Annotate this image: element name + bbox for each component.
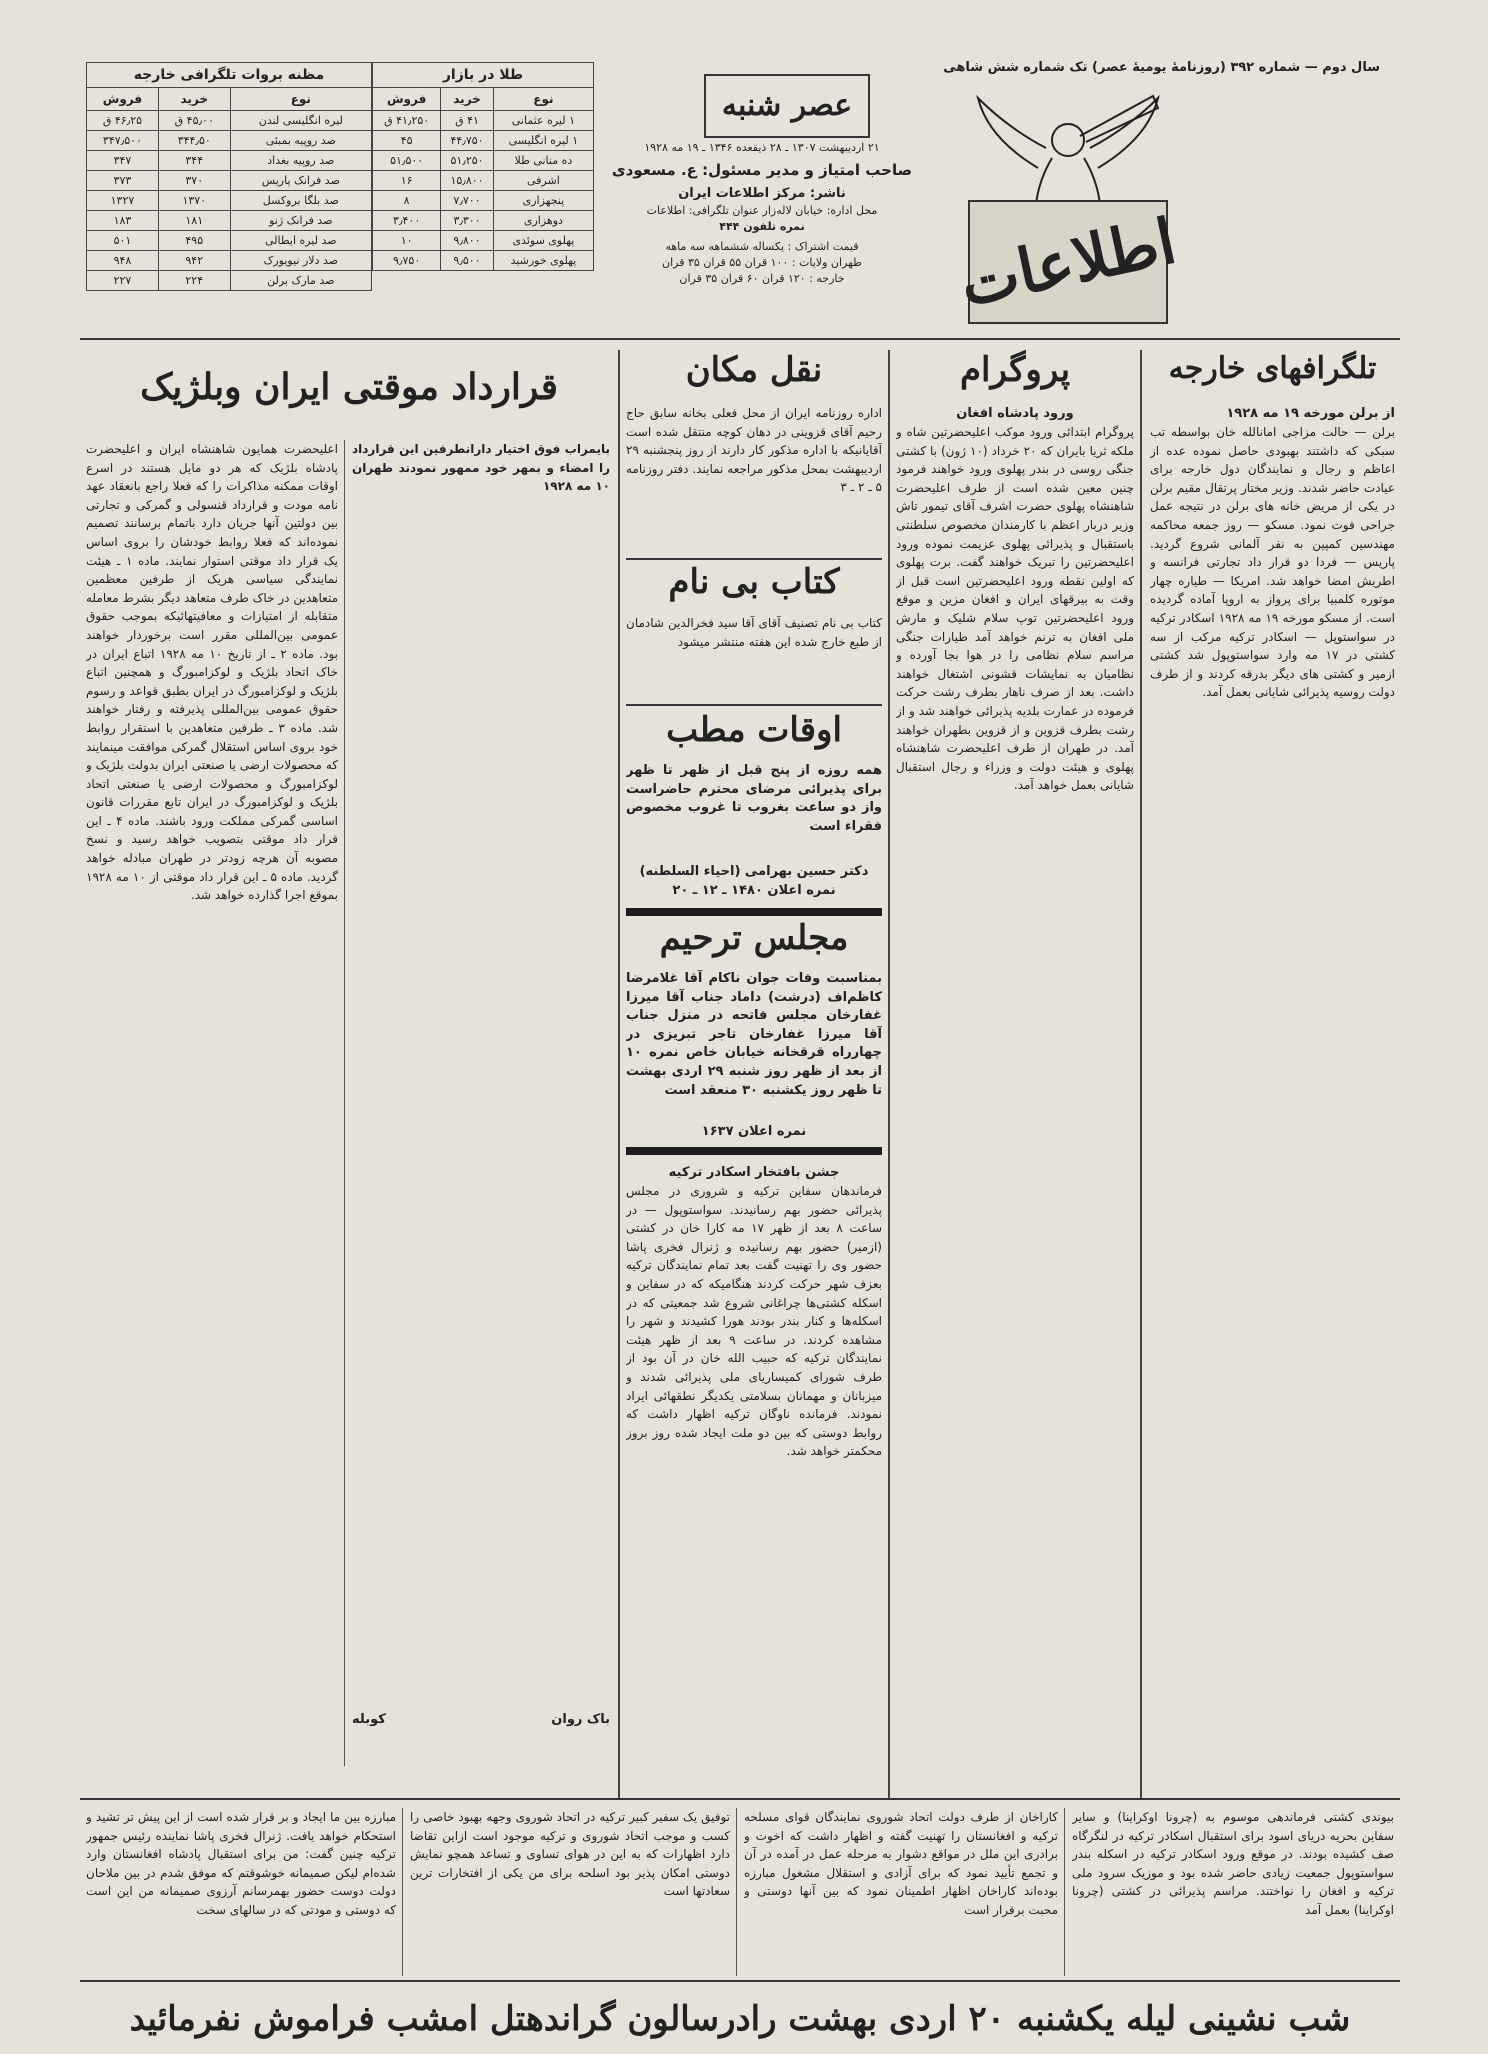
fx-row [87, 191, 372, 211]
gold-cell: ۹٫۸۰۰ [441, 231, 494, 251]
gold-cell: ۵۱٫۲۵۰ [441, 151, 494, 171]
book-body: کتاب بی نام تصنیف آقای آقا سید فخرالدین شادمان از طبع خارج شده این هفته منتشر میشود [626, 616, 882, 649]
fx-cell: ۳۴۴٫۵۰ [158, 131, 230, 151]
gold-cell: ۴۱ ق [441, 111, 494, 131]
divider [626, 704, 882, 706]
lower-divider [80, 1798, 1400, 1800]
gold-header-type: نوع [493, 88, 593, 111]
fx-cell: ۹۴۲ [158, 251, 230, 271]
fx-cell: صد بلگا بروکسل [230, 191, 371, 211]
col-divider-2 [888, 350, 890, 1798]
fx-cell: ۹۴۸ [87, 251, 159, 271]
gold-cell: ۷٫۷۰۰ [441, 191, 494, 211]
fx-cell: صد فرانک ژنو [230, 211, 371, 231]
middle-column [626, 352, 882, 1762]
col-divider-1 [1140, 350, 1142, 1798]
gold-cell: ۹٫۵۰۰ [441, 251, 494, 271]
gold-row [373, 231, 594, 251]
gold-cell: ۴۴٫۷۵۰ [441, 131, 494, 151]
fx-cell: ۴۵٫۰۰ ق [158, 111, 230, 131]
fx-cell: صد روپیه بمبئی [230, 131, 371, 151]
lower-mid-right-text: کاراخان از طرف دولت اتحاد شوروی نمایندگان قوای مسلحه ترکیه و افغانستان را تهنیت گفته و اظهار داشت که اخوت و برادری این ملل در مواقع دشوار به مرحله عمل در آمده در آن و تجمع تأیید نمود که برای آزادی و استقلال مشغول مبارزه بوده‌اند کاراخان اظهار اطمینان نمود که بین آنها دوستی و محبت برقرار است [744, 1810, 1058, 1917]
gold-header-buy: خرید [441, 88, 494, 111]
lower-right-text: بیوندی کشتی فرماندهی موسوم به (چرونا اوکراینا) و سایر سفاین بحریه دریای اسود برای استقبال اسکادر ترکیه در لنگرگاه صف کشیده بودند. در موقع ورود اسکادر ترکیه در اسکله بندر سواستوپول جمعیت زیادی حاضر شده بود و موزیک سرود ملی ترکیه و افغان را نواختند. مراسم پذیرائی در کشتی (چرونا اوکراینا) بعمل آمد [1072, 1810, 1394, 1917]
gold-market-title: طلا در بازار [372, 62, 594, 87]
foreign-rates [86, 87, 372, 291]
subscription-tehran: طهران ولایات : ۱۰۰ قران ۵۵ قران ۳۵ قران [662, 256, 862, 269]
foreign-rates-title: مظنه بروات تلگرافی خارجه [86, 62, 372, 87]
program-column [896, 352, 1134, 1813]
gold-cell: دوهزاری [493, 211, 593, 231]
gold-cell: ۱ لیره عثمانی [493, 111, 593, 131]
telegrams-dateline: از برلن مورخه ۱۹ مه ۱۹۲۸ [1226, 406, 1395, 421]
fx-header-sell: فروش [87, 88, 159, 111]
black-rule [626, 1147, 882, 1155]
divider [626, 558, 882, 560]
gold-row [373, 191, 594, 211]
gold-row [373, 171, 594, 191]
fx-cell: ۳۷۰ [158, 171, 230, 191]
fx-cell: ۱۸۱ [158, 211, 230, 231]
fx-cell: صد فرانک پاریس [230, 171, 371, 191]
gold-cell: ۹٫۷۵۰ [373, 251, 441, 271]
fx-cell: صد دلار نیویورک [230, 251, 371, 271]
fx-cell: ۳۴۷٫۵۰۰ [87, 131, 159, 151]
fx-row [87, 151, 372, 171]
fx-cell: ۳۴۷ [87, 151, 159, 171]
fx-cell: ۳۷۳ [87, 171, 159, 191]
gold-cell: ۵۱٫۵۰۰ [373, 151, 441, 171]
fx-cell: ۲۲۷ [87, 271, 159, 291]
treaty-heading: قرارداد موقتی ایران وبلژیک [140, 366, 558, 408]
gold-row [373, 211, 594, 231]
logo-text: اطلاعات [953, 203, 1183, 321]
fx-cell: ۱۸۳ [87, 211, 159, 231]
gold-row [373, 111, 594, 131]
treaty-article [86, 352, 612, 422]
publisher-line: ناشر: مرکز اطلاعات ایران [678, 186, 846, 201]
date-line: ۲۱ اردیبهشت ۱۳۰۷ ـ ۲۸ ذیقعده ۱۳۴۶ ـ ۱۹ مه ۱۹۲۸ [644, 141, 880, 154]
treaty-body: اعلیحضرت همایون شاهنشاه ایران و اعلیحضرت پادشاه بلژیک که هر دو مایل هستند در اسرع اوقات ممکنه مذاکرات را که فعلا راجع بانعقاد عهد نامه مودت و قرارداد قنسولی و گمرکی و تجارتی بین دولتین آنها جریان دارد باتمام برسانند تصمیم نموده‌اند که فعلا روابط خودشان را بروی اساس یک قرار داد موقتی استوار نمایند. ماده ۱ ـ هیئت نمایندگی سیاسی هریک از طرفین معظمین متعاهدین در خاک طرف متعاهد دیگر بشرط معامله متقابله از امتیازات و معافیتهائیکه بموجب حقوق عمومی بین‌المللی مقرر است برخوردار خواهند بود. ماده ۲ ـ از تاریخ ۱۰ مه ۱۹۲۸ اتباع ایران در خاک اتحاد بلژیک و لوکزامبورگ و همچنین اتباع بلژیک و لوکزامبورگ در ایران بطبق قواعد و رسوم حقوق عمومی بین‌المللی پذیرفته و رفتار خواهند شد. ماده ۳ ـ طرفین متعاهدین با استقرار روابط خود بروی اساس استقلال گمرکی موافقت مینمایند که محصولات ارضی یا صنعتی ایران بدولت بلژیک و لوکزامبورگ و محصولات ارضی یا صنعتی اتحاد بلژیک و لوکزامبورگ در ایران تابع مقررات قانون اساسی گمرکی مملکت ورود باشند. ماده ۴ ـ این قرار داد موقتی بتصویب خواهد رسید و نسخ مصوبه آن هرچه زودتر در طهران مبادله خواهد گردید. ماده ۵ ـ این قرار داد موقتی از ۱۰ مه ۱۹۲۸ بموقع اجرا گذارده خواهد شد. [86, 442, 338, 903]
gold-cell: ۸ [373, 191, 441, 211]
fx-cell: صد مارک برلن [230, 271, 371, 291]
gold-cell: ده منانی طلا [493, 151, 593, 171]
treaty-signatories [352, 1710, 610, 1729]
treaty-signature-text: بایمراب فوق اختیار دارانطرفین این قرارداد را امضاء و بمهر خود ممهور نمودند طهران ۱۰ مه ۱۹۲۸ [352, 442, 610, 494]
address-line: محل اداره: خیابان لاله‌زار عنوان تلگرافی: اطلاعات [646, 204, 878, 217]
gold-cell: ۴۱٫۲۵۰ ق [373, 111, 441, 131]
gold-row [373, 151, 594, 171]
gold-cell: ۱۰ [373, 231, 441, 251]
clinic-body: همه روزه از پنج قبل از ظهر تا ظهر برای پذیرائی مرضای محترم حاضراست واز دو ساعت بغروب تا غروب مخصوص فقراء است [626, 763, 882, 834]
fx-row [87, 171, 372, 191]
banner-divider [80, 1980, 1400, 1982]
book-heading: کتاب بی نام [668, 562, 840, 602]
telegrams-column [1150, 352, 1395, 1803]
gold-cell: ۳٫۴۰۰ [373, 211, 441, 231]
header-divider [80, 338, 1400, 340]
gold-cell: ۱۶ [373, 171, 441, 191]
fx-cell: ۴۶٫۲۵ ق [87, 111, 159, 131]
lower-divider-v [736, 1808, 737, 1976]
gold-row [373, 251, 594, 271]
program-body: پروگرام ابتدائی ورود موکب اعلیحضرتین شاه و ملکه ثریا بایران که ۲۰ خرداد (۱۰ ژون) با کشتی جنگی روسی در بندر پهلوی ورود خواهند فرمود چنین معین شده است از طرف اعلیحضرت شاهنشاه پهلوی حضرت اشرف آقای تیمور تاش وزیر دربار اعظم با کارمندان مخصوص سلطنتی باستقبال و پذیرائی پهلوی عزیمت نموده ورود اعلیحضرتین را تبریک خواهند گفت. برت پهلوی که اولین نقطه ورود اعلیحضرتین است قبل از وقت به بیرقهای ایران و افغان مزین و موقع ورود اعلیحضرتین توپ سلام شلیک و مارش ملی افغان به ترنم خواهد آمد طیارات جنگی مراسم سلام نظامی را در هوا بجا آورده و نظامیان به نمایشات قشونی اشتغال خواهند داشت. بعد از صرف ناهار بطرف رشت حرکت فرموده در عمارت بلدیه پذیرائی خواهند شد و از رشت بطرف قزوین و از قزوین بطهران خواهند آمد. در طهران از طرف اعلیحضرت شاهنشاه پهلوی و هیئت دولت و وزراء و رجال استقبال شایانی بعمل خواهد آمد. [896, 425, 1134, 793]
fx-row [87, 111, 372, 131]
fx-cell: صد روپیه بغداد [230, 151, 371, 171]
col-divider-3 [618, 350, 620, 1798]
gold-cell: پهلوی سوئدی [493, 231, 593, 251]
fx-cell: ۱۳۷۰ [158, 191, 230, 211]
fx-cell: ۲۲۴ [158, 271, 230, 291]
gold-rates [372, 87, 594, 271]
bottom-banner: شب نشینی لیله یکشنبه ۲۰ اردی بهشت رادرسالون گراندهتل امشب فراموش نفرمائید [129, 1999, 1351, 2039]
gold-cell: پنجهزاری [493, 191, 593, 211]
masthead-info [592, 140, 932, 287]
fx-cell: ۵۰۱ [87, 231, 159, 251]
gold-header-sell: فروش [373, 88, 441, 111]
foreign-rates-table [86, 62, 372, 291]
fx-row [87, 251, 372, 271]
turkey-heading: جشن بافتخار اسکادر ترکیه [668, 1165, 840, 1180]
fx-cell: صد لیره ایطالی [230, 231, 371, 251]
clinic-ad-number: نمره اعلان ۱۴۸۰ ـ ۱۲ ـ ۲۰ [672, 883, 836, 898]
lower-mid-left-text: توفیق یک سفیر کبیر ترکیه در اتحاد شوروی وجهه بهبود خاصی را کسب و موجب اتحاد شوروی و ترکیه موجود است ازاین تقاضا دارد اظهارات که به این در هوای تساوی و تساعد همچو نمایش دوستی امکان پذیر بود اسلحه برای من یکی از افتخارات ترین سعادتها است [410, 1810, 730, 1899]
logo-banner [953, 200, 1183, 324]
fx-header-buy: خرید [158, 88, 230, 111]
phone-line: نمره تلفون ۴۴۴ [719, 220, 805, 233]
subscription-abroad: خارجه : ۱۲۰ قران ۶۰ قران ۳۵ قران [679, 272, 845, 285]
clinic-doctor: دکتر حسین بهرامی (احیاء السلطنه) [639, 864, 869, 879]
fx-header-type: نوع [230, 88, 371, 111]
gold-cell: پهلوی خورشید [493, 251, 593, 271]
gold-row [373, 131, 594, 151]
fx-row [87, 231, 372, 251]
fx-cell: ۱۳۲۷ [87, 191, 159, 211]
moving-body: اداره روزنامه ایران از محل فعلی بخانه سابق حاج رحیم آقای قزوینی در دهان کوچه منتقل شده است آقایانیکه با اداره مذکور کار دارند از روز پنجشنبه ۲۹ اردیبهشت بمحل مذکور مراجعه نمایند. دفتر روزنامه ۵ ـ ۲ ـ ۳ [626, 406, 882, 495]
treaty-body-left [86, 440, 338, 1710]
fx-row [87, 131, 372, 151]
clinic-heading: اوقات مطب [666, 710, 842, 750]
lower-left-text: مبارزه بین ما ایجاد و بر قرار شده است از این پیش تر تشید و استحکام خواهد یافت. ژنرال فخری پاشا نماینده رئیس جمهور ترکیه چنین گفت: من برای استقبال پادشاه افغانستان وارد شده‌ام لیکن صمیمانه خوشوقتم که موفق شدم در بین ملاحان دولت دوست حضور بهمرسانم آرزوی صمیمانه من این است که دوستی و مودتی که در سالهای سخت [86, 1810, 396, 1917]
telegrams-heading: تلگرافهای خارجه [1168, 351, 1377, 386]
gold-cell: ۴۵ [373, 131, 441, 151]
telegrams-body: برلن — حالت مزاجی امانالله خان بواسطه تب سبکی که داشتند بهبودی حاصل نموده عده از اعاظم و رجال و نمایندگان دول خارجه برای عیادت حاضر شدند. وزیر مختار پرتقال مقیم برلن در یکی از مریض خانه های برلن در نتیجه عمل جراحی فوت نمود. مسکو — روز جمعه محاکمه مهندسین کمپین به نفر آلمانی شروع گردید. پاریس — فردا دو قرار داد تجارتی فرانسه و اطریش امضا خواهد شد. امریکا — طیاره چهار موتوره کلمبیا برای پرواز به اروپا آماده گردیده است. از مسکو مورخه ۱۹ مه ۱۹۲۸ اسکادر ترکیه در سواستوپل — اسکادر ترکیه مرکب از سه کشتی در ۱۷ مه وارد سواستوپول شد کشتی ازمیر و کشتی های دیگر بدرقه کردند و از طرف دولت روسیه پذیرائی شایانی بعمل آمد. [1150, 425, 1395, 700]
memorial-heading: مجلس ترحیم [659, 918, 849, 958]
gold-cell: ۳٫۳۰۰ [441, 211, 494, 231]
fx-cell: ۴۹۵ [158, 231, 230, 251]
moving-heading: نقل مکان [685, 350, 823, 390]
subscription-title: قیمت اشتراک : یکساله ششماهه سه ماهه [665, 240, 859, 253]
signatory-2: کوبله [352, 1712, 386, 1727]
fx-row [87, 211, 372, 231]
col-divider-4 [344, 440, 345, 1766]
signatory-1: باک روان [551, 1712, 610, 1727]
fx-cell: لیره انگلیسی لندن [230, 111, 371, 131]
memorial-ad-number: نمره اعلان ۱۶۳۷ [701, 1124, 807, 1139]
gold-cell: اشرفی [493, 171, 593, 191]
issue-line: سال دوم — شماره ۳۹۲ (روزنامهٔ یومیهٔ عصر) تک شماره شش شاهی [943, 60, 1380, 75]
fx-cell: ۳۴۴ [158, 151, 230, 171]
fx-row [87, 271, 372, 291]
program-heading: پروگرام [959, 350, 1071, 390]
turkey-body: فرماندهان سفاین ترکیه و شرورى در مجلس پذیرائی حضور بهم رسانیدند. سواستوپول — در ساعت ۸ بعد از ظهر ۱۷ مه کارا خان در کشتی (ازمیر) حضور بهم رسانیده و ژنرال فخری پاشا حضور وی را تهنیت گفت بعد تمام نمایندگان ترکیه بعزف شهر حرکت کردند هنگامیکه که در سفاین و اسکله کشتی‌ها چراغانی شروع شد جمعیتی که در اسکله‌ها و کنار بندر بودند هورا کشیدند و شهر را مشاهده کردند. در ساعت ۹ بعد از ظهر هیئت نمایندگان ترکیه که حبیب الله خان در آن بود از طرف شورای کمیساریای ملی پذیرائی شدند و میزبانان و مهمانان بسلامتی یکدیگر نطقهائی ایراد نمودند. فرمانده ناوگان ترکیه اظهار داشت که روابط دوستی که بین دو ملت ایجاد شده روز بروز محکمتر خواهد شد. [626, 1184, 882, 1459]
gold-market-table [372, 62, 594, 271]
gold-cell: ۱ لیره انگلیسی [493, 131, 593, 151]
owner-line: صاحب امتیاز و مدیر مسئول: ع. مسعودی [611, 161, 913, 179]
lower-divider-v [1064, 1808, 1065, 1976]
program-subheading: ورود پادشاه افغان [956, 406, 1074, 421]
day-title: عصر شنبه [704, 74, 870, 138]
gold-cell: ۱۵٫۸۰۰ [441, 171, 494, 191]
black-rule [626, 908, 882, 916]
treaty-body-right [352, 440, 610, 1770]
memorial-body: بمناسبت وفات جوان ناکام آقا غلامرضا کاظم‌اف (درشت) داماد جناب آقا میرزا غفارخان مجلس فاتحه در منزل جناب آقا میرزا غفارخان تاجر تبریزی در چهارراه قرقخانه خیابان خاص نمره ۱۰ از بعد از ظهر روز شنبه ۲۹ اردی بهشت تا ظهر روز یکشنبه ۳۰ منعقد است [626, 971, 882, 1098]
lower-divider-v [402, 1808, 403, 1976]
